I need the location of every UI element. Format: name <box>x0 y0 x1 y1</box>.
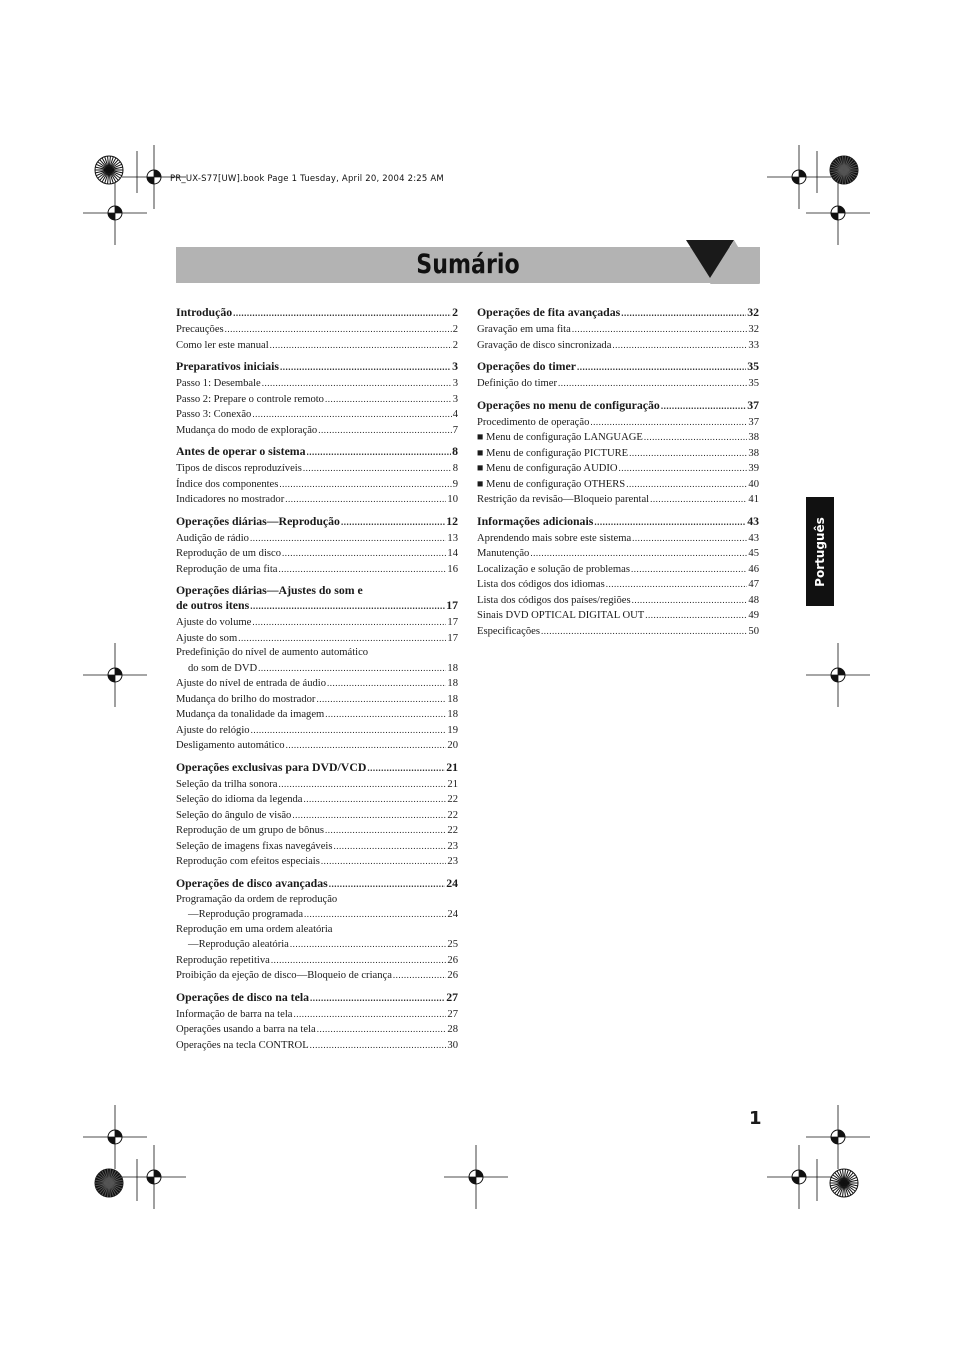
toc-entry[interactable] <box>176 823 458 839</box>
toc-entry[interactable] <box>477 546 759 562</box>
toc-entry-label: Reprodução de um grupo de bônus <box>176 825 324 836</box>
toc-entry-page: 26 <box>447 954 458 966</box>
toc-entry[interactable] <box>176 839 458 855</box>
toc-entry[interactable] <box>176 615 458 631</box>
toc-entry-page: 20 <box>447 740 458 751</box>
toc-heading-line: Operações diárias—Ajustes do som e <box>176 583 363 597</box>
toc-entry-label: ■ Menu de configuração AUDIO <box>477 463 618 474</box>
toc-entry-label: Reprodução repetitiva <box>176 954 270 966</box>
toc-entry-label: Lista dos códigos dos idiomas <box>477 579 605 590</box>
toc-entry-label: ■ Menu de configuração PICTURE <box>477 447 629 459</box>
toc-section <box>477 514 759 640</box>
toc-entry-page: 43 <box>748 532 759 544</box>
crop-mark-icon <box>136 150 138 194</box>
toc-entry-page: 14 <box>447 548 458 559</box>
toc-entry[interactable] <box>176 968 458 984</box>
toc-entry-label: Reprodução de uma fita <box>176 563 278 575</box>
toc-heading[interactable] <box>176 305 458 321</box>
toc-entry-page: 50 <box>748 625 759 637</box>
toc-entry-page: 35 <box>748 378 759 389</box>
toc-entry-page: 18 <box>447 662 458 674</box>
title-triangle-icon <box>686 240 762 284</box>
toc-entry-label: Ajuste do nível de entrada de áudio <box>176 678 327 689</box>
toc-entry-label: Proibição da ejeção de disco—Bloqueio de criança <box>176 970 392 981</box>
print-header: PR_UX-S77[UW].book Page 1 Tuesday, April 20, 2004 2:25 AM <box>170 174 444 184</box>
toc-entry[interactable] <box>477 492 759 508</box>
registration-mark-icon <box>767 1145 831 1209</box>
toc-entry-label: Índice dos componentes <box>176 478 279 490</box>
toc-entry[interactable] <box>477 477 759 493</box>
toc-entry-page: 9 <box>452 478 458 490</box>
toc-entry[interactable] <box>176 907 458 923</box>
toc-entry[interactable] <box>176 376 458 392</box>
toc-entry[interactable] <box>176 562 458 578</box>
toc-entry[interactable] <box>176 937 458 953</box>
toc-entry-page: 47 <box>748 579 759 590</box>
toc-heading-page: 12 <box>446 513 458 528</box>
toc-entry-page: 38 <box>748 447 759 459</box>
toc-heading-page: 3 <box>452 359 458 373</box>
crop-mark-icon <box>816 1158 818 1202</box>
toc-entry[interactable] <box>176 777 458 793</box>
toc-entry-line[interactable]: Predefinição do nível de aumento automático <box>176 647 369 658</box>
toc-entry-label: Restrição da revisão—Bloqueio parental <box>477 494 650 505</box>
toc-heading-label: Operações de disco avançadas <box>176 875 328 890</box>
toc-entry-label: Mudança da tonalidade da imagem <box>176 709 325 720</box>
toc-entry-page: 39 <box>748 463 759 474</box>
toc-heading[interactable] <box>176 359 458 375</box>
toc-entry-page: 18 <box>447 678 458 689</box>
toc-entry-page: 18 <box>447 693 458 705</box>
toc-entry-label: Lista dos códigos dos países/regiões <box>477 594 631 606</box>
toc-heading[interactable] <box>477 359 759 375</box>
toc-heading-page: 27 <box>446 989 458 1004</box>
toc-entry-label: Aprendendo mais sobre este sistema <box>477 532 632 544</box>
toc-heading[interactable] <box>176 514 458 530</box>
toc-entry-page: 18 <box>447 709 458 720</box>
toc-entry-page: 21 <box>447 778 458 790</box>
toc-entry[interactable] <box>477 430 759 446</box>
toc-entry-page: 8 <box>452 463 458 474</box>
toc-entry[interactable] <box>477 562 759 578</box>
toc-entry[interactable] <box>176 676 458 692</box>
toc-entry[interactable] <box>176 492 458 508</box>
toc-entry-page: 17 <box>447 632 458 644</box>
toc-entry-page: 37 <box>748 416 759 428</box>
language-side-tab <box>806 497 834 606</box>
toc-entry[interactable] <box>176 792 458 808</box>
toc-entry-page: 19 <box>447 724 458 736</box>
toc-entry-page: 2 <box>452 324 458 335</box>
toc-entry-page: 32 <box>748 324 759 335</box>
toc-entry-label: Precauções <box>176 324 224 335</box>
toc-entry-label: Operações usando a barra na tela <box>176 1024 316 1035</box>
toc-section <box>176 444 458 508</box>
toc-section <box>477 305 759 353</box>
toc-entry[interactable] <box>176 1022 458 1038</box>
toc-section <box>176 359 458 438</box>
toc-entry[interactable] <box>176 461 458 477</box>
toc-entry[interactable] <box>176 477 458 493</box>
toc-entry-label: Passo 3: Conexão <box>176 409 252 420</box>
toc-entry[interactable] <box>477 415 759 431</box>
toc-entry-page: 27 <box>447 1008 458 1020</box>
toc-entry-label: Como ler este manual <box>176 339 269 351</box>
toc-entry[interactable] <box>477 461 759 477</box>
toc-heading-page: 21 <box>446 759 458 774</box>
color-target-icon <box>828 154 860 186</box>
toc-entry[interactable] <box>477 338 759 354</box>
registration-mark-icon <box>83 643 147 707</box>
toc-entry-label: Passo 2: Prepare o controle remoto <box>176 393 324 405</box>
toc-entry-label: Audição de rádio <box>176 532 249 544</box>
toc-heading-page: 2 <box>452 305 458 319</box>
toc-entry-label: Reprodução de um disco <box>176 548 282 559</box>
toc-entry[interactable] <box>176 661 458 677</box>
toc-entry-label: Sinais DVD OPTICAL DIGITAL OUT <box>477 610 645 621</box>
toc-entry-label: Desligamento automático <box>176 740 285 751</box>
toc-entry-page: 22 <box>447 825 458 836</box>
toc-entry[interactable] <box>176 1038 458 1054</box>
toc-entry-page: 25 <box>447 939 458 950</box>
registration-mark-icon <box>806 643 870 707</box>
toc-entry-page: 46 <box>748 563 759 575</box>
toc-entry-label: ■ Menu de configuração OTHERS <box>477 478 626 490</box>
toc-entry-label: Seleção do ângulo de visão <box>176 809 292 821</box>
toc-entry-page: 3 <box>452 393 458 405</box>
toc-right-column <box>477 305 759 645</box>
toc-entry-line[interactable]: Reprodução em uma ordem aleatória <box>176 923 333 935</box>
toc-entry[interactable] <box>477 624 759 640</box>
toc-entry[interactable] <box>176 322 458 338</box>
toc-entry-label: Reprodução com efeitos especiais <box>176 856 320 867</box>
toc-entry-label: Especificações <box>477 625 540 637</box>
crop-mark-icon <box>136 1158 138 1202</box>
toc-entry-page: 10 <box>447 494 458 505</box>
toc-entry[interactable] <box>176 707 458 723</box>
toc-heading-label: Operações do timer <box>477 359 576 373</box>
toc-entry[interactable] <box>477 531 759 547</box>
toc-entry-page: 48 <box>748 594 759 606</box>
toc-entry[interactable] <box>477 322 759 338</box>
toc-entry-page: 17 <box>447 617 458 628</box>
toc-entry[interactable] <box>176 808 458 824</box>
toc-entry-label: Seleção da trilha sonora <box>176 778 278 790</box>
toc-entry-page: 30 <box>447 1039 458 1051</box>
toc-heading-page: 37 <box>747 397 759 412</box>
toc-entry-page: 22 <box>447 794 458 805</box>
toc-entry-page: 40 <box>748 478 759 490</box>
toc-entry[interactable] <box>176 723 458 739</box>
toc-entry-page: 23 <box>447 856 458 867</box>
toc-entry[interactable] <box>176 423 458 439</box>
toc-entry[interactable] <box>176 338 458 354</box>
toc-entry-page: 4 <box>452 409 458 420</box>
toc-entry-label: Manutenção <box>477 548 530 559</box>
toc-section <box>176 305 458 353</box>
toc-section <box>477 359 759 392</box>
toc-entry[interactable] <box>176 631 458 647</box>
toc-entry-label: Gravação de disco sincronizada <box>477 339 612 351</box>
toc-heading-page: 32 <box>747 305 759 319</box>
toc-heading-page: 24 <box>446 875 458 890</box>
page-number: 1 <box>749 1108 762 1129</box>
language-label: Português <box>813 516 827 587</box>
toc-heading[interactable] <box>176 444 458 460</box>
toc-heading[interactable] <box>176 876 458 892</box>
toc-heading-label: Preparativos iniciais <box>176 359 279 373</box>
page-title: Sumário <box>416 249 520 280</box>
toc-section-dvd <box>176 760 458 870</box>
toc-entry-label: —Reprodução programada <box>188 909 304 920</box>
toc-section <box>176 514 458 578</box>
toc-entry-page: 13 <box>447 532 458 544</box>
toc-entry-page: 28 <box>447 1024 458 1035</box>
toc-heading-label: Operações de disco na tela <box>176 989 310 1004</box>
toc-heading[interactable] <box>176 990 458 1006</box>
toc-entry[interactable] <box>477 608 759 624</box>
toc-section-screen <box>176 990 458 1054</box>
toc-heading-page: 17 <box>446 598 458 612</box>
toc-entry[interactable] <box>176 854 458 870</box>
toc-entry-label: do som de DVD <box>188 662 258 674</box>
toc-heading[interactable] <box>477 305 759 321</box>
toc-entry-label: Ajuste do volume <box>176 617 252 628</box>
toc-entry-label: Mudança do brilho do mostrador <box>176 693 316 705</box>
toc-heading-page: 8 <box>452 444 458 458</box>
toc-entry[interactable] <box>176 953 458 969</box>
toc-entry-label: Localização e solução de problemas <box>477 563 630 575</box>
toc-entry[interactable] <box>176 531 458 547</box>
toc-entry-label: Seleção do idioma da legenda <box>176 794 303 805</box>
toc-entry-label: Seleção de imagens fixas navegáveis <box>176 840 333 852</box>
toc-entry[interactable] <box>176 392 458 408</box>
toc-entry-page: 22 <box>447 809 458 821</box>
toc-entry[interactable] <box>176 407 458 423</box>
toc-entry[interactable] <box>477 446 759 462</box>
toc-heading-label: de outros itens <box>176 598 250 612</box>
toc-entry-page: 2 <box>452 339 458 351</box>
toc-left-column <box>176 305 458 1059</box>
toc-heading-page: 35 <box>747 359 759 373</box>
color-target-icon <box>93 154 125 186</box>
toc-entry-label: Operações na tecla CONTROL <box>176 1039 309 1051</box>
toc-heading-label: Operações no menu de configuração <box>477 397 660 412</box>
toc-entry[interactable] <box>477 376 759 392</box>
toc-heading[interactable] <box>176 598 458 614</box>
toc-entry-page: 7 <box>452 424 458 436</box>
toc-entry-page: 41 <box>748 494 759 505</box>
toc-section <box>477 398 759 508</box>
toc-entry-page: 45 <box>748 548 759 559</box>
toc-entry[interactable] <box>477 593 759 609</box>
toc-heading-label: Operações exclusivas para DVD/VCD <box>176 759 367 774</box>
toc-heading[interactable] <box>477 514 759 530</box>
toc-entry-label: Definição do timer <box>477 378 558 389</box>
registration-mark-icon <box>444 1145 508 1209</box>
toc-entry-page: 33 <box>748 339 759 351</box>
toc-entry[interactable] <box>176 1007 458 1023</box>
color-target-icon <box>93 1167 125 1199</box>
toc-entry-label: Ajuste do som <box>176 632 238 644</box>
toc-entry-page: 38 <box>748 432 759 443</box>
toc-entry-label: Informação de barra na tela <box>176 1008 293 1020</box>
toc-heading-label: Informações adicionais <box>477 513 594 528</box>
toc-entry[interactable] <box>176 692 458 708</box>
toc-section-advanced-disc <box>176 876 458 984</box>
toc-entry-label: —Reprodução aleatória <box>188 939 289 950</box>
toc-heading-label: Introdução <box>176 305 233 319</box>
toc-entry-label: Gravação em uma fita <box>477 324 571 335</box>
toc-entry-page: 23 <box>447 840 458 852</box>
toc-entry-label: Mudança do modo de exploração <box>176 424 318 436</box>
toc-entry-label: ■ Menu de configuração LANGUAGE <box>477 432 643 443</box>
toc-entry-page: 26 <box>447 970 458 981</box>
toc-entry[interactable] <box>477 577 759 593</box>
color-target-icon <box>828 1167 860 1199</box>
toc-entry-page: 24 <box>447 909 458 920</box>
toc-entry[interactable] <box>176 738 458 754</box>
registration-mark-icon <box>122 1145 186 1209</box>
title-bar <box>176 247 760 283</box>
toc-entry-page: 3 <box>452 378 458 389</box>
toc-heading-label: Antes de operar o sistema <box>176 444 306 458</box>
toc-entry-page: 49 <box>748 610 759 621</box>
toc-entry-label: Indicadores no mostrador <box>176 494 285 505</box>
toc-heading-page: 43 <box>747 513 759 528</box>
toc-entry-line[interactable]: Programação da ordem de reprodução <box>176 893 338 905</box>
toc-heading-label: Operações de fita avançadas <box>477 305 621 319</box>
toc-entry-label: Passo 1: Desembale <box>176 378 261 389</box>
toc-entry[interactable] <box>176 546 458 562</box>
toc-heading[interactable] <box>176 760 458 776</box>
crop-mark-icon <box>816 150 818 194</box>
toc-entry-page: 16 <box>447 563 458 575</box>
toc-entry-label: Tipos de discos reproduzíveis <box>176 463 302 474</box>
toc-heading[interactable] <box>477 398 759 414</box>
toc-heading-label: Operações diárias—Reprodução <box>176 513 340 528</box>
toc-entry-label: Procedimento de operação <box>477 416 590 428</box>
toc-entry-label: Ajuste do relógio <box>176 724 250 736</box>
toc-section-sound <box>176 583 458 754</box>
